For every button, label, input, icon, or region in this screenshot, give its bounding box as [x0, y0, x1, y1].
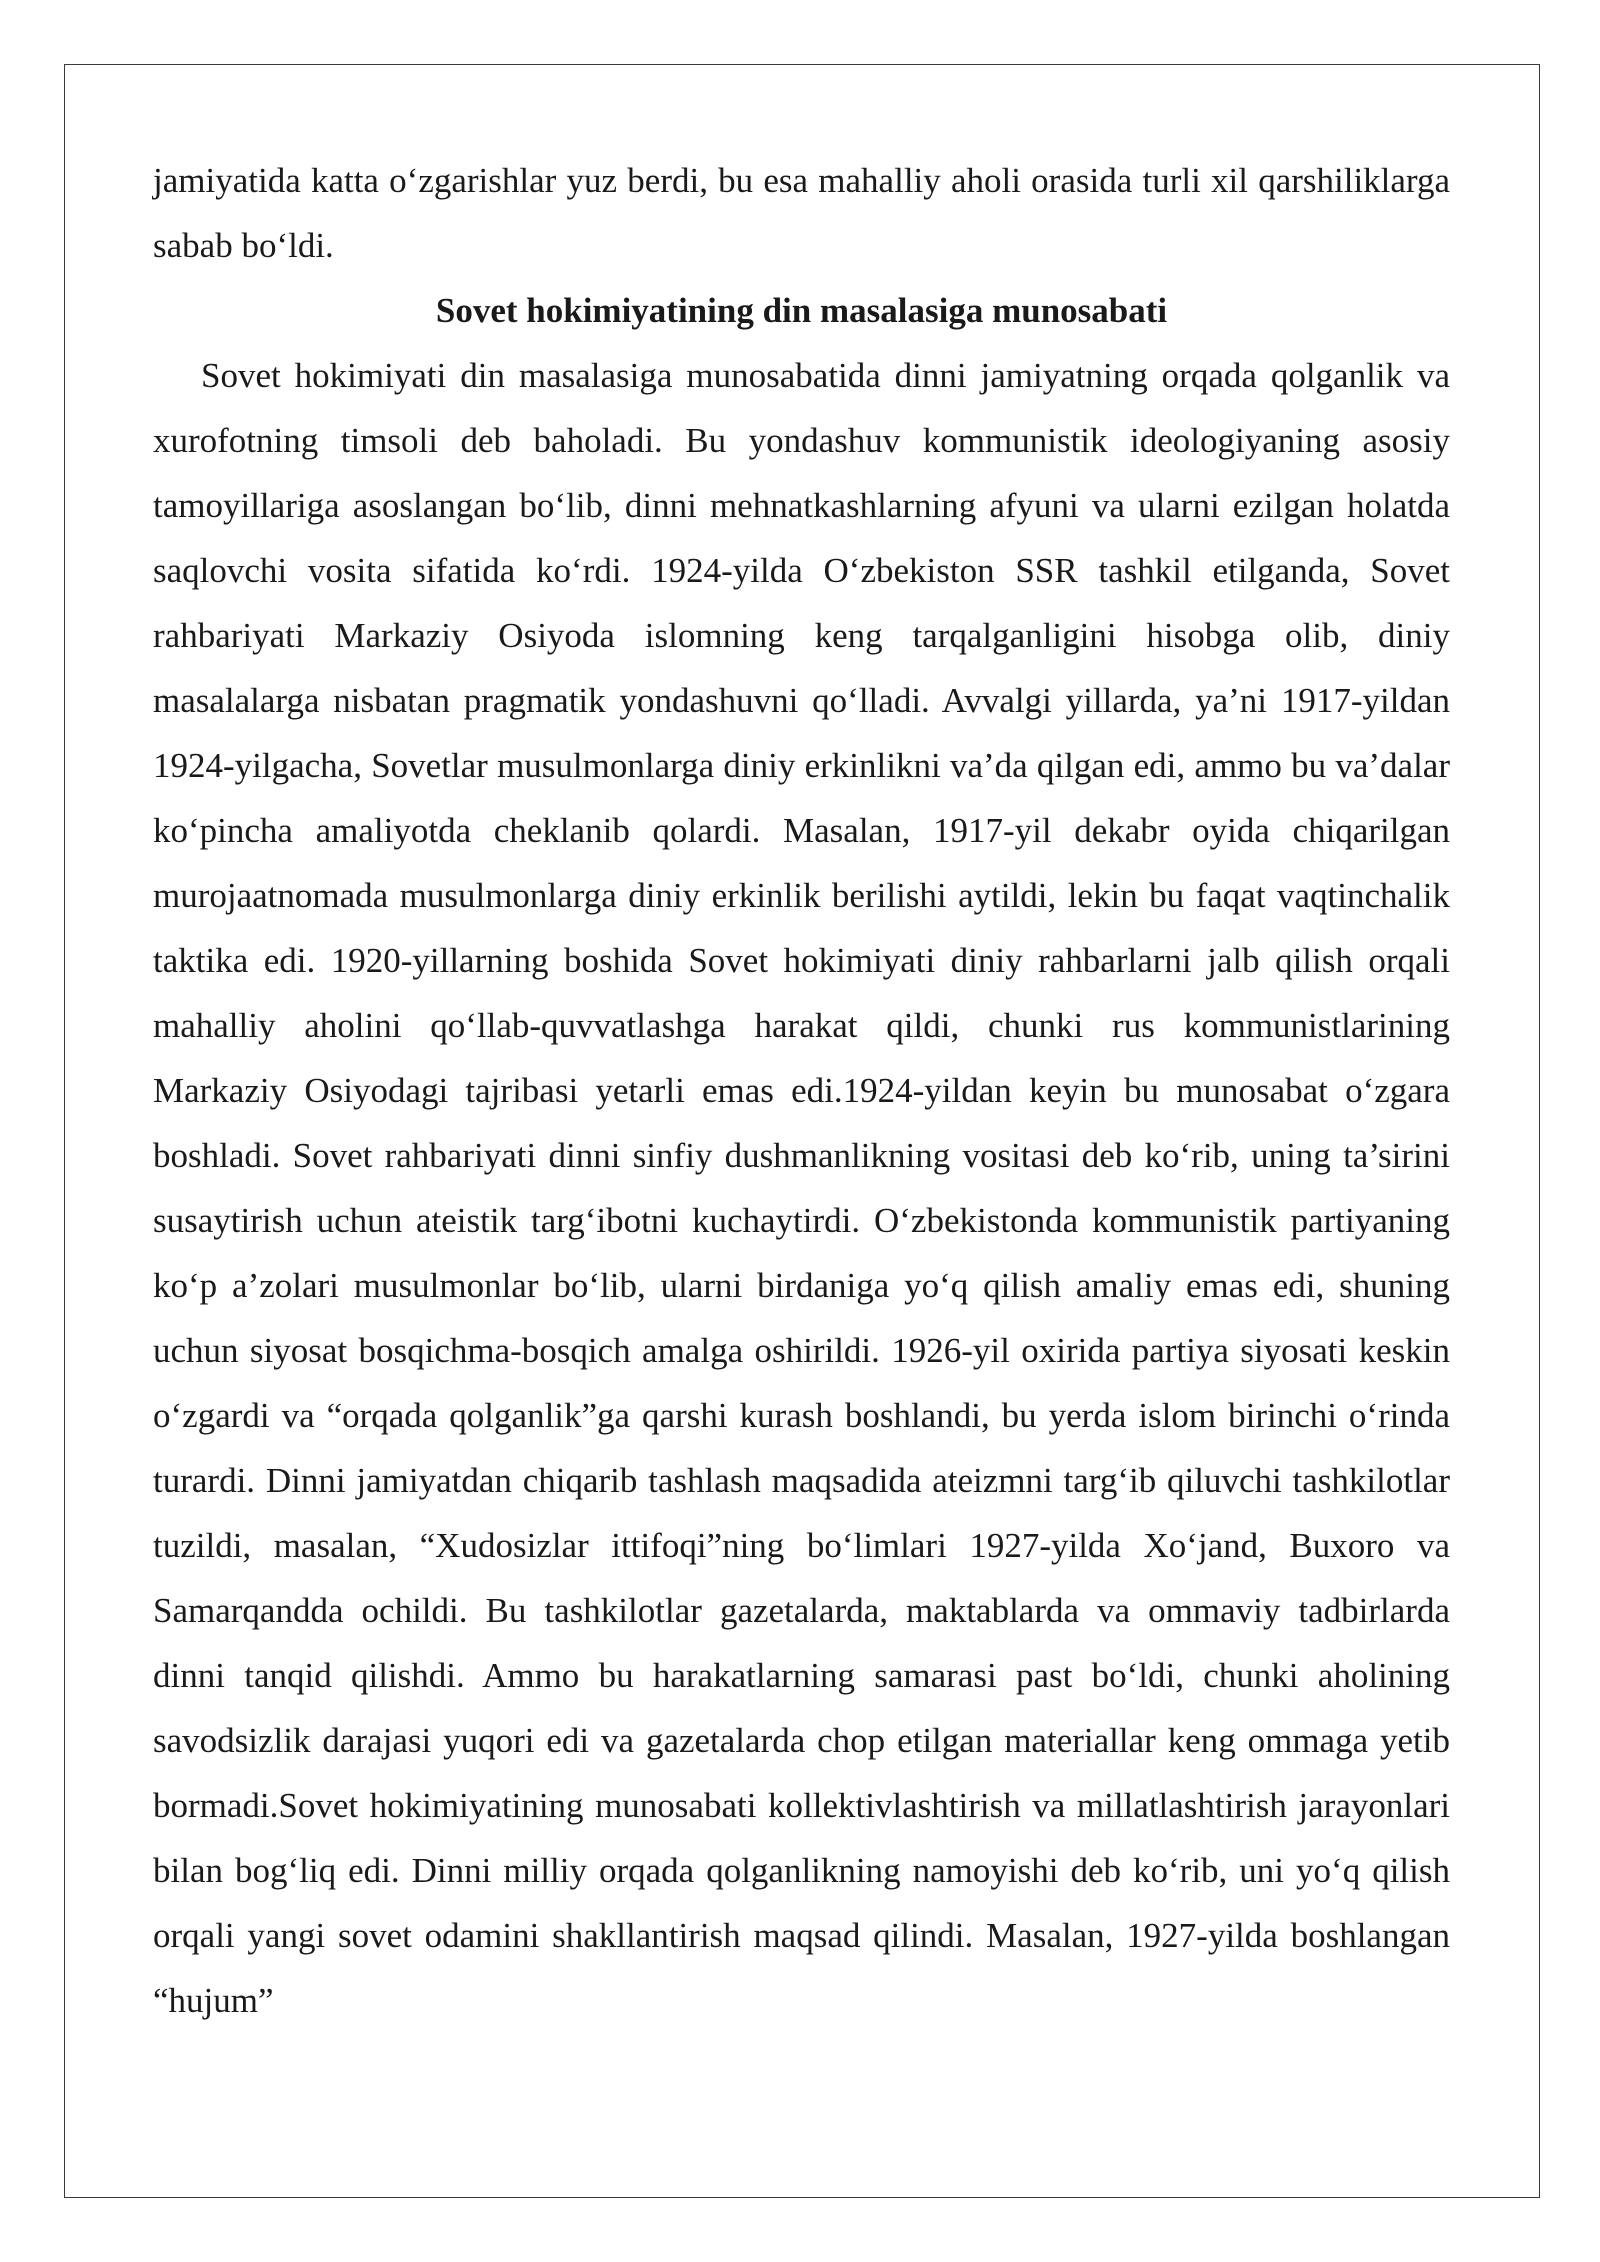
body-paragraph: Sovet hokimiyati din masalasiga munosabatida dinni jamiyatning orqada qolganlik va xurofotning timsoli deb baholadi. Bu yondashuv kommunistik ideologiyaning asosiy tamoyillariga asoslangan bo‘lib, dinni mehnatkashlarning afyuni va ularni ezilgan holatda saqlovchi vosita sifatida ko‘rdi. 1924-yilda O‘zbekiston SSR tashkil etilganda, Sovet rahbariyati Markaziy Osiyoda islomning keng tarqalganligini hisobga olib, diniy masalalarga nisbatan pragmatik yondashuvni qo‘lladi. Avvalgi yillarda, ya’ni 1917-yildan 1924-yilgacha, Sovetlar musulmonlarga diniy erkinlikni va’da qilgan edi, ammo bu va’dalar ko‘pincha amaliyotda cheklanib qolardi. Masalan, 1917-yil dekabr oyida chiqarilgan murojaatnomada musulmonlarga diniy erkinlik berilishi aytildi, lekin bu faqat vaqtinchalik taktika edi. 1920-yillarning boshida Sovet hokimiyati diniy rahbarlarni jalb qilish orqali mahalliy aholini qo‘llab-quvvatlashga harakat qildi, chunki rus kommunistlarining Markaziy Osiyodagi tajribasi yetarli emas edi.1924-yildan keyin bu munosabat o‘zgara boshladi. Sovet rahbariyati dinni sinfiy dushmanlikning vositasi deb ko‘rib, uning ta’sirini susaytirish uchun ateistik targ‘ibotni kuchaytirdi. O‘zbekistonda kommunistik partiyaning ko‘p a’zolari musulmonlar bo‘lib, ularni birdaniga yo‘q qilish amaliy emas edi, shuning uchun siyosat bosqichma-bosqich amalga oshirildi. 1926-yil oxirida partiya siyosati keskin o‘zgardi va “orqada qolganlik”ga qarshi kurash boshlandi, bu yerda islom birinchi o‘rinda turardi. Dinni jamiyatdan chiqarib tashlash maqsadida ateizmni targ‘ib qiluvchi tashkilotlar tuzildi, masalan, “Xudosizlar ittifoqi”ning bo‘limlari 1927-yilda Xo‘jand, Buxoro va Samarqandda ochildi. Bu tashkilotlar gazetalarda, maktablarda va ommaviy tadbirlarda dinni tanqid qilishdi. Ammo bu harakatlarning samarasi past bo‘ldi, chunki aholining savodsizlik darajasi yuqori edi va gazetalarda chop etilgan materiallar keng ommaga yetib bormadi.Sovet hokimiyatining munosabati kollektivlashtirish va millatlashtirish jarayonlari bilan bog‘liq edi. Dinni milliy orqada qolganlikning namoyishi deb ko‘rib, uni yo‘q qilish orqali yangi sovet odamini shakllantirish maqsad qilindi. Masalan, 1927-yilda boshlangan “hujum” [153, 356, 1450, 2020]
section-heading: Sovet hokimiyatining din masalasiga munosabati [435, 291, 1168, 330]
continuation-paragraph: jamiyatida katta o‘zgarishlar yuz berdi, bu esa mahalliy aholi orasida turli xil qarshiliklarga sabab bo‘ldi. [153, 161, 1450, 265]
document-body [153, 148, 1450, 2033]
